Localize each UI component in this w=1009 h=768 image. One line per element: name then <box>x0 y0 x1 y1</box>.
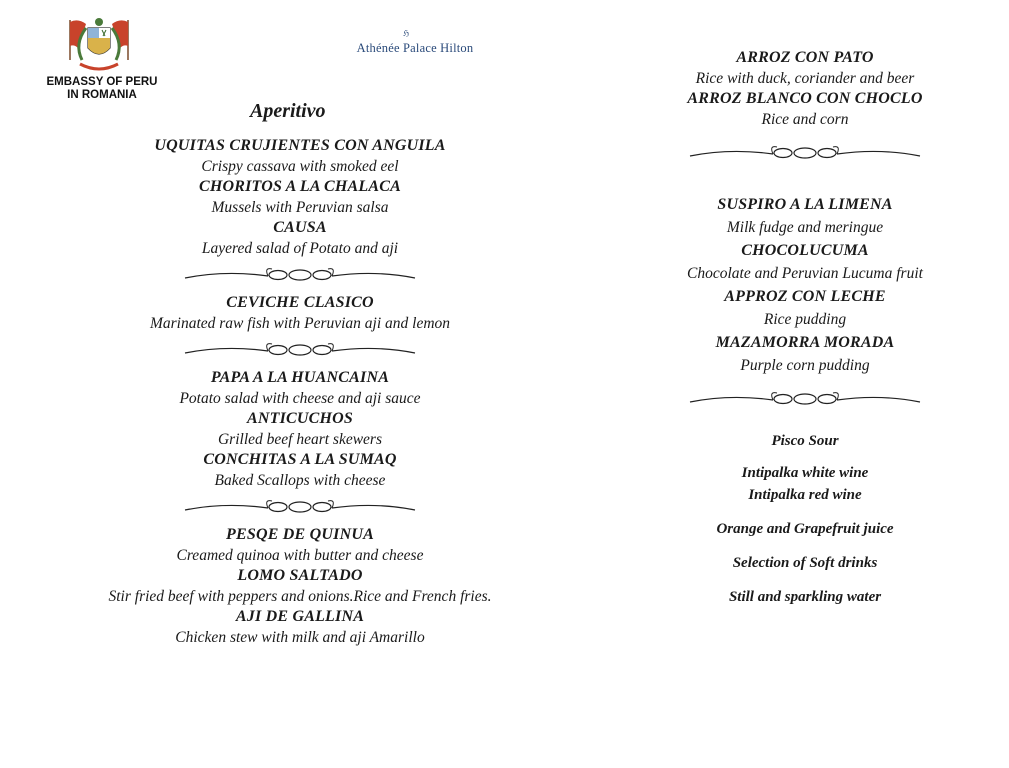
drinks-list <box>610 430 1000 608</box>
section-title: Aperitivo <box>250 100 326 122</box>
left-menu-column <box>80 136 520 648</box>
drink-item: Intipalka red wine <box>748 487 862 503</box>
dish-title: LOMO SALTADO <box>237 567 363 584</box>
dish-title: CEVICHE CLASICO <box>226 294 374 311</box>
ornamental-divider-icon <box>180 259 420 293</box>
ornamental-divider-icon <box>180 491 420 525</box>
drink-item: Intipalka white wine <box>741 465 869 481</box>
menu-group <box>80 525 520 648</box>
hotel-logo-icon: ℌ <box>402 29 410 38</box>
drink-item: Still and sparkling water <box>728 589 882 605</box>
dish-description: Mussels with Peruvian salsa <box>211 199 389 216</box>
dish-title: ARROZ CON PATO <box>736 49 874 66</box>
menu-group <box>80 136 520 259</box>
dish-title: MAZAMORRA MORADA <box>715 334 895 351</box>
menu-group <box>610 48 1000 130</box>
dish-title: CONCHITAS A LA SUMAQ <box>203 451 397 468</box>
ornamental-divider-icon <box>180 334 420 368</box>
right-menu-column <box>610 48 1000 608</box>
dish-description: Rice with duck, coriander and beer <box>695 70 915 87</box>
menu-group <box>80 293 520 334</box>
dish-description: Creamed quinoa with butter and cheese <box>176 547 424 564</box>
dish-description: Potato salad with cheese and aji sauce <box>179 390 421 407</box>
dish-title: CHOCOLUCUMA <box>741 242 869 259</box>
dish-description: Rice and corn <box>761 111 849 128</box>
dish-title: APPROZ CON LECHE <box>724 288 886 305</box>
dish-title: AJI DE GALLINA <box>235 608 365 625</box>
dish-description: Crispy cassava with smoked eel <box>201 158 399 175</box>
embassy-label <box>34 76 170 102</box>
menu-group <box>80 368 520 491</box>
dish-description: Chocolate and Peruvian Lucuma fruit <box>687 265 923 282</box>
drink-item: Selection of Soft drinks <box>732 555 878 571</box>
ornamental-divider-icon <box>685 378 925 422</box>
dish-description: Stir fried beef with peppers and onions.Rice and French fries. <box>108 588 492 605</box>
hotel-name: Athénée Palace Hilton <box>356 41 474 55</box>
dish-title: ANTICUCHOS <box>246 410 354 427</box>
peru-coat-of-arms-icon <box>64 14 134 76</box>
ornamental-divider-icon <box>685 130 925 178</box>
dish-description: Grilled beef heart skewers <box>217 431 382 448</box>
drink-item: Orange and Grapefruit juice <box>716 521 894 537</box>
menu-group <box>610 194 1000 378</box>
dish-description: Marinated raw fish with Peruvian aji and lemon <box>149 315 451 332</box>
embassy-line-1: EMBASSY OF PERU <box>46 76 158 88</box>
dish-title: SUSPIRO A LA LIMENA <box>717 196 893 213</box>
dish-description: Milk fudge and meringue <box>726 219 884 236</box>
dish-title: ARROZ BLANCO CON CHOCLO <box>687 90 923 107</box>
dish-description: Baked Scallops with cheese <box>214 472 386 489</box>
dish-description: Layered salad of Potato and aji <box>201 240 399 257</box>
dish-description: Purple corn pudding <box>740 357 870 374</box>
embassy-line-2: IN ROMANIA <box>67 89 137 101</box>
dish-title: CAUSA <box>273 219 327 236</box>
dish-title: PAPA A LA HUANCAINA <box>210 369 390 386</box>
drink-item: Pisco Sour <box>771 433 839 449</box>
dish-description: Rice pudding <box>763 311 847 328</box>
dish-title: PESQE DE QUINUA <box>226 526 374 543</box>
dish-description: Chicken stew with milk and aji Amarillo <box>175 629 425 646</box>
dish-title: CHORITOS A LA CHALACA <box>198 178 402 195</box>
dish-title: UQUITAS CRUJIENTES CON ANGUILA <box>154 137 446 154</box>
